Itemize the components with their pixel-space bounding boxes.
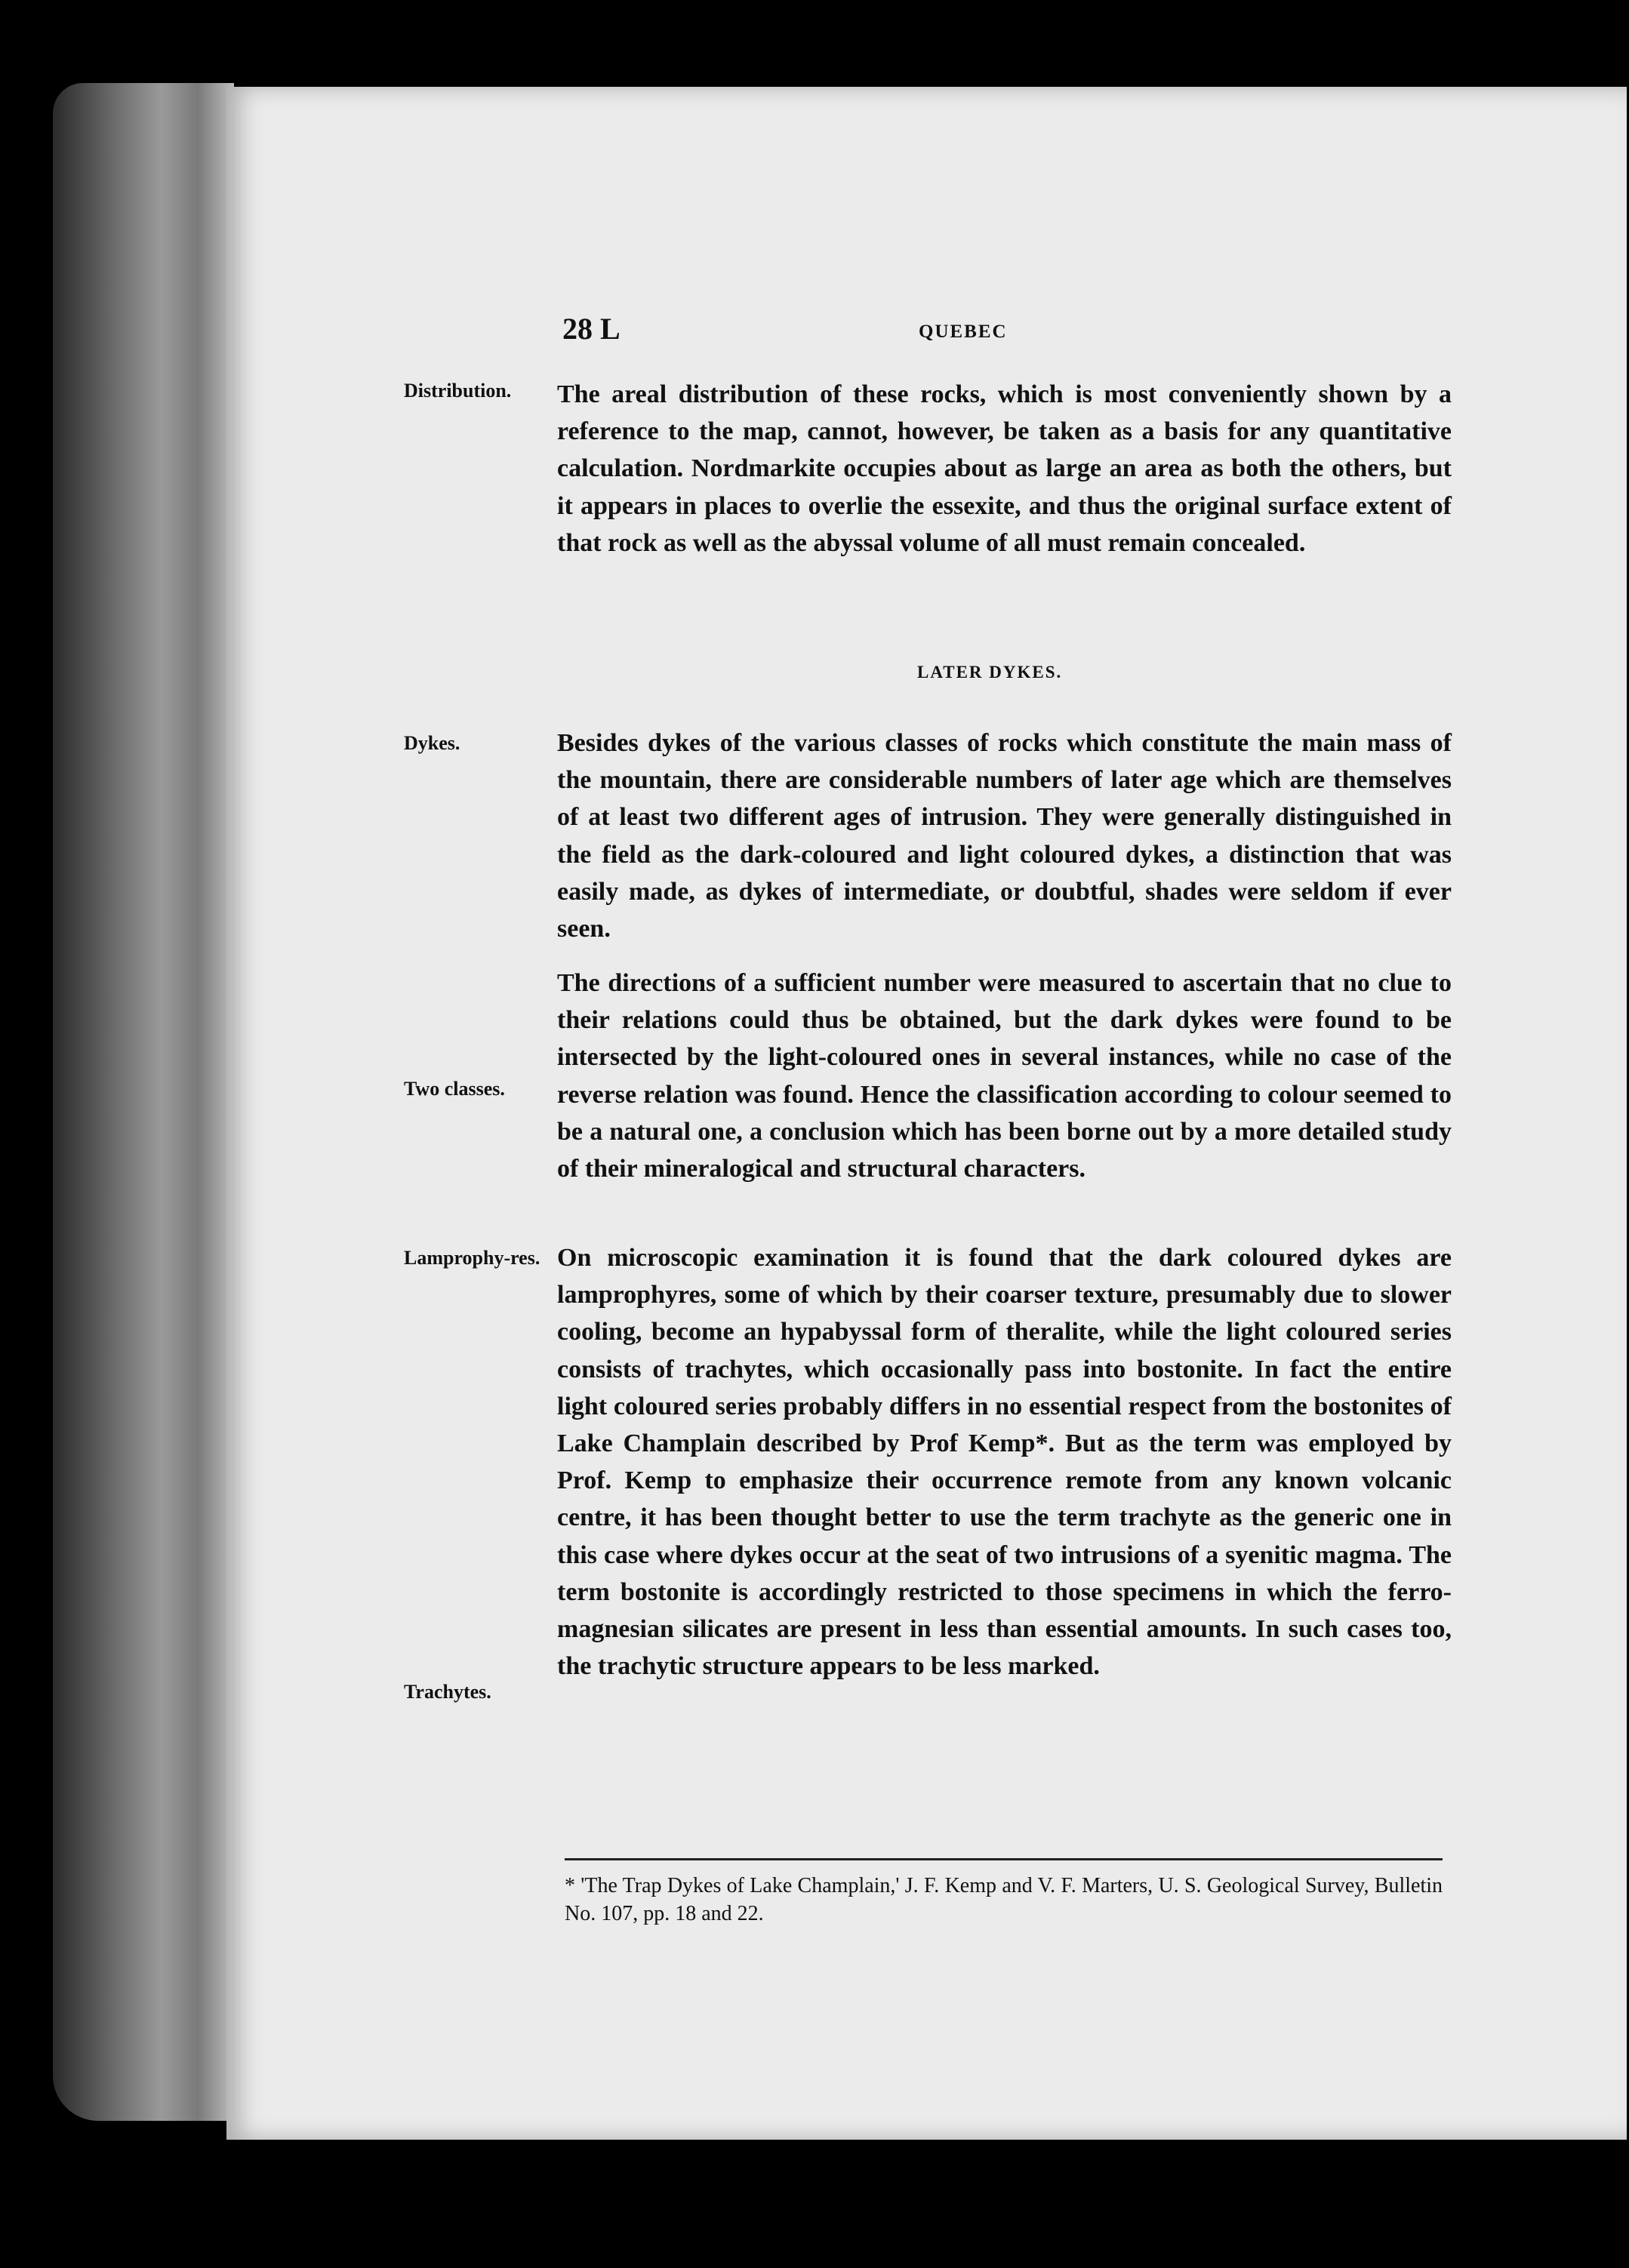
margin-note-distribution: Distribution.: [404, 380, 512, 402]
paragraph-lamprophyres: On microscopic examination it is found that the dark coloured dykes are lamprophyres, some of which by their coarser texture, presumably due to slower cooling, become an hypabyssal form of theralite, while the light coloured series consists of trachytes, which occasionally pass into bostonite. In fact the entire light coloured series probably differs in no essential respect from the bostonites of Lake Champlain described by Prof Kemp*. But as the term was employed by Prof. Kemp to emphasize their occurrence remote from any known volcanic centre, it has been thought better to use the term trachyte as the generic one in this case where dykes occur at the seat of two intrusions of a syenitic magma. The term bostonite is accordingly restricted to those specimens in which the ferro-magnesian silicates are present in less than essential amounts. In such cases too, the trachytic structure appears to be less marked.: [557, 1244, 1452, 1681]
margin-note-trachytes: Trachytes.: [404, 1681, 491, 1703]
running-head: QUEBEC: [919, 322, 1008, 342]
footnote: * 'The Trap Dykes of Lake Champlain,' J. F. Kemp and V. F. Marters, U. S. Geological Survey, Bulletin No. 107, pp. 18 and 22.: [565, 1874, 1443, 1925]
footnote-rule: [565, 1858, 1443, 1860]
page-number: 28 L: [562, 312, 620, 346]
section-heading: LATER DYKES.: [917, 663, 1063, 682]
page-header: [562, 311, 1453, 356]
margin-note-dykes: Dykes.: [404, 732, 460, 754]
margin-note-two-classes: Two classes.: [404, 1078, 505, 1100]
paragraph-two-classes: The directions of a sufficient number were measured to ascertain that no clue to their relations could thus be obtained, but the dark dykes were found to be intersected by the light-coloured ones in several instances, while no case of the reverse relation was found. Hence the classification according to colour seemed to be a natural one, a conclusion which has been borne out by a more detailed study of their mineralogical and structural characters.: [557, 969, 1452, 1183]
paragraph-distribution: The areal distribution of these rocks, which is most conveniently shown by a reference to the map, cannot, however, be taken as a basis for any quantitative calculation. Nordmarkite occupies about as large an area as both the others, but it appears in places to overlie the essexite, and thus the original surface extent of that rock as well as the abyssal volume of all must remain concealed.: [557, 380, 1452, 557]
margin-note-lamprophyres: Lamprophy-res.: [404, 1247, 540, 1269]
paragraph-dykes: Besides dykes of the various classes of rocks which constitute the main mass of the mountain, there are considerable numbers of later age which are themselves of at least two different ages of intrusion. They were generally distinguished in the field as the dark-coloured and light coloured dykes, a distinction that was easily made, as dykes of intermediate, or doubtful, shades were seldom if ever seen.: [557, 729, 1452, 943]
book-edge: [53, 83, 234, 2121]
